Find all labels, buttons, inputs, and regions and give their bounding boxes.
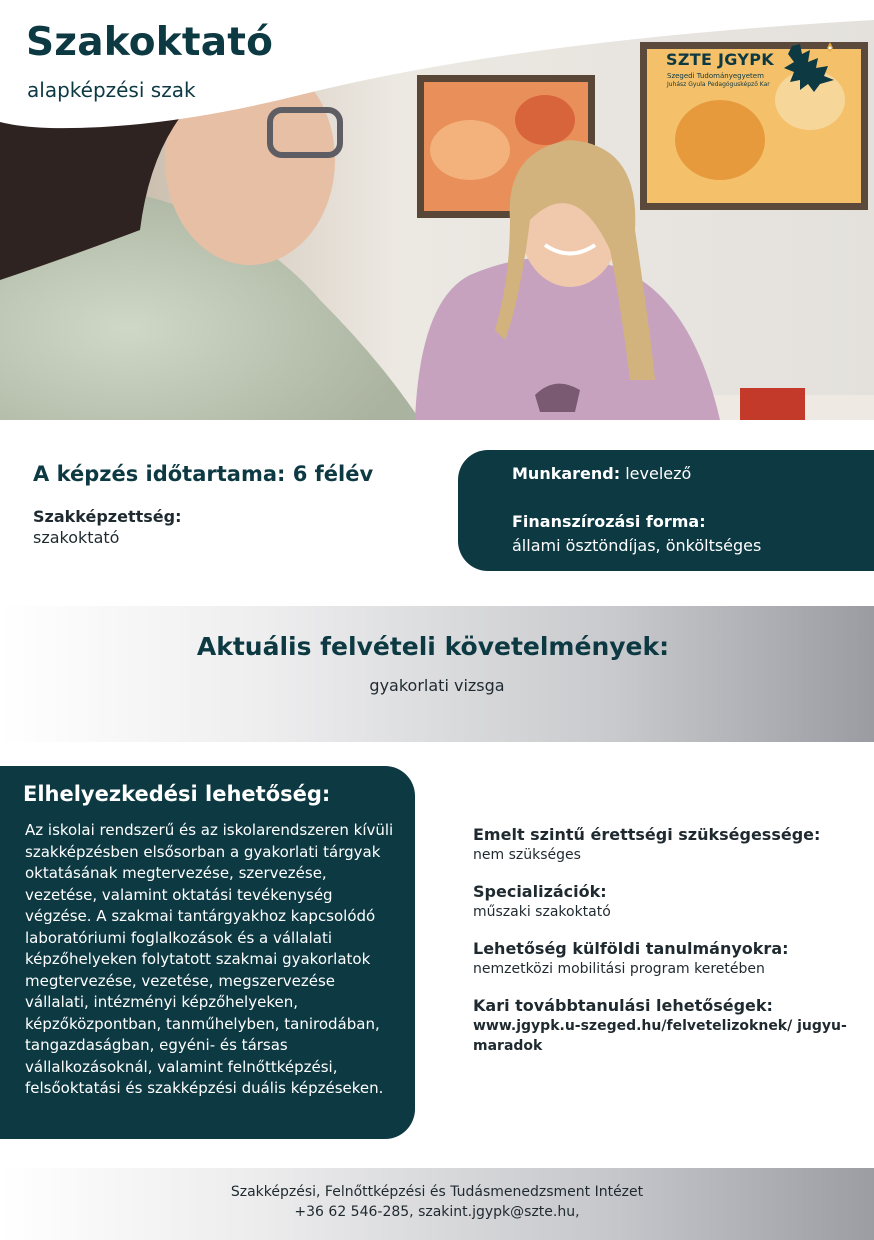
admission-requirements-band xyxy=(0,606,874,742)
requirements-value: gyakorlati vizsga xyxy=(369,676,505,695)
detail-label: Kari továbbtanulási lehetőségek: xyxy=(473,996,773,1015)
work-schedule-value: levelező xyxy=(620,464,692,483)
detail-value: műszaki szakoktató xyxy=(473,904,611,920)
employment-text: Az iskolai rendszerű és az iskolarendszeren kívüli szakképzésben elsősorban a gyakorlati tárgyak oktatásának megtervezése, szervezése, vezetése, valamint oktatási tevékenység végzése. A szakmai tantárgyakhoz kapcsolódó laboratóriumi foglalkozások és a vállalati képzőhelyeken folytatott szakmai gyakorlatok megtervezése, vezetése, megszervezése vállalati, intézményi képzőhelyeken, képzőközpontban, tanműhelyben, tanirodában, tangazdaságban, egyéni- és társas vállalkozásoknál, valamint felnőttképzési, felsőoktatási és szakképzési duális képzéseken. xyxy=(25,821,394,1097)
page-title: Szakoktató xyxy=(26,20,274,65)
detail-label: Emelt szintű érettségi szükségessége: xyxy=(473,825,821,844)
employment-heading: Elhelyezkedési lehetőség: xyxy=(23,782,331,806)
logo-name: SZTE JGYPK xyxy=(666,50,774,69)
footer-institute: Szakképzési, Felnőttképzési és Tudásmenedzsment Intézet xyxy=(230,1184,644,1200)
logo-line-2: Juhász Gyula Pedagógusképző Kar xyxy=(667,81,770,88)
detail-study-abroad xyxy=(473,938,863,979)
funding-label: Finanszírozási forma: xyxy=(512,512,706,531)
detail-label: Specializációk: xyxy=(473,882,607,901)
employment-box xyxy=(0,766,415,1139)
eagle-crest-icon xyxy=(780,40,838,94)
detail-value: nemzetközi mobilitási program keretében xyxy=(473,961,765,977)
detail-specializations xyxy=(473,881,863,922)
hero-section xyxy=(0,0,874,420)
program-details xyxy=(473,824,863,1072)
further-studies-link[interactable]: www.jgypk.u-szeged.hu/felvetelizoknek/ jugyu-maradok xyxy=(473,1018,847,1054)
work-schedule xyxy=(512,464,691,483)
logo-line-1: Szegedi Tudományegyetem xyxy=(667,72,764,80)
qualification-label: Szakképzettség: xyxy=(33,507,182,526)
detail-label: Lehetőség külföldi tanulmányokra: xyxy=(473,939,789,958)
page-subtitle: alapképzési szak xyxy=(27,78,196,102)
mode-funding-box xyxy=(458,450,874,571)
duration-heading: A képzés időtartama: 6 félév xyxy=(33,462,374,486)
funding-value: állami ösztöndíjas, önköltséges xyxy=(512,536,762,555)
work-schedule-label: Munkarend: xyxy=(512,464,621,483)
qualification-value: szakoktató xyxy=(33,528,120,547)
footer-contact[interactable]: +36 62 546-285, szakint.jgypk@szte.hu, xyxy=(294,1204,580,1220)
detail-value: nem szükséges xyxy=(473,847,581,863)
szte-jgypk-logo xyxy=(664,40,844,96)
detail-advanced-exam xyxy=(473,824,863,865)
footer xyxy=(0,1168,874,1240)
requirements-heading: Aktuális felvételi követelmények: xyxy=(196,632,670,661)
detail-further-studies xyxy=(473,995,863,1056)
